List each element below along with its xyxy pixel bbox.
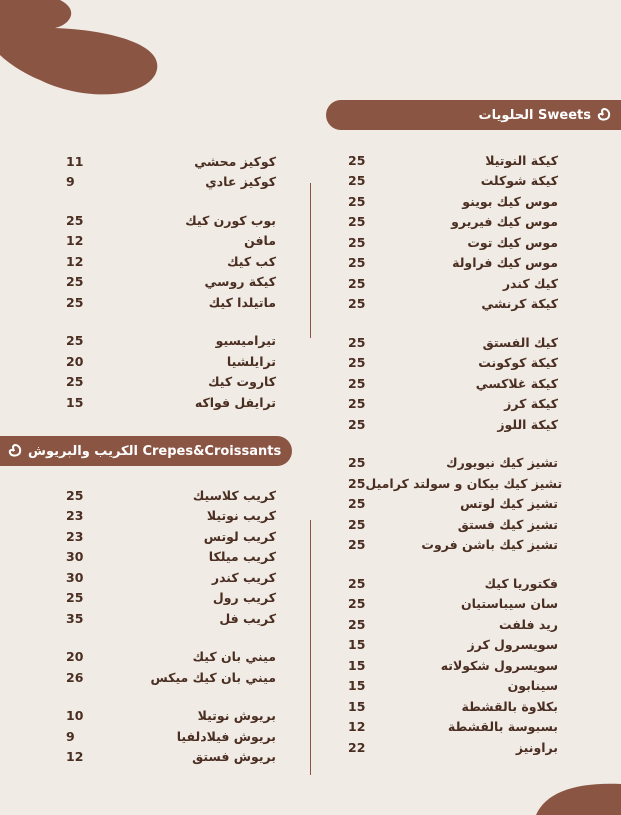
menu-item-name: كب كيك bbox=[227, 253, 276, 269]
menu-item bbox=[66, 292, 276, 312]
menu-item-price: 25 bbox=[348, 455, 366, 470]
menu-item bbox=[348, 655, 558, 675]
menu-item bbox=[66, 392, 276, 412]
menu-item-price: 15 bbox=[348, 678, 366, 693]
menu-item-name: كيكة اللوز bbox=[497, 416, 558, 432]
menu-item-name: كريب كندر bbox=[211, 569, 276, 585]
menu-item-name: كوكيز عادي bbox=[205, 174, 276, 189]
menu-item-price: 10 bbox=[66, 708, 84, 723]
menu-item-name: تيراميسيو bbox=[215, 333, 276, 348]
menu-item-name: كيكة كرنشي bbox=[481, 296, 558, 311]
menu-item-price: 25 bbox=[348, 396, 366, 411]
menu-item-price: 23 bbox=[66, 508, 84, 523]
top-left-logo-shape bbox=[0, 0, 170, 100]
menu-item bbox=[66, 331, 276, 351]
menu-item-name: سويسرول شكولاته bbox=[440, 657, 558, 673]
menu-item bbox=[348, 294, 558, 314]
menu-item-name: كيكة كوكونت bbox=[478, 355, 558, 370]
menu-item-name: موس كيك فيريرو bbox=[451, 214, 558, 229]
menu-item-price: 25 bbox=[348, 537, 366, 552]
menu-item bbox=[348, 150, 558, 170]
menu-item-name: ميني بان كيك bbox=[192, 649, 276, 664]
menu-item bbox=[66, 608, 276, 628]
menu-item bbox=[66, 588, 276, 608]
crepes-section-title: الكريب والبريوش Crepes&Croissants bbox=[28, 443, 282, 459]
menu-item-price: 26 bbox=[66, 669, 84, 685]
menu-item-name: تشيز كيك لوتس bbox=[460, 496, 558, 511]
menu-item-name: كيك الفستق bbox=[482, 334, 558, 350]
menu-item-price: 25 bbox=[348, 173, 366, 188]
menu-item bbox=[66, 506, 276, 526]
menu-item bbox=[66, 231, 276, 251]
sweets-section-header bbox=[326, 100, 621, 130]
menu-item-price: 12 bbox=[66, 233, 84, 248]
menu-item-price: 30 bbox=[66, 569, 84, 585]
menu-item bbox=[348, 676, 558, 696]
menu-item-price: 25 bbox=[348, 575, 366, 591]
menu-item-price: 25 bbox=[348, 475, 366, 491]
menu-item-price: 12 bbox=[66, 749, 84, 764]
menu-item-name: سان سيباستيان bbox=[460, 596, 558, 611]
menu-item-name: كيكة غلاكسي bbox=[475, 375, 558, 391]
menu-item bbox=[66, 210, 276, 230]
menu-item bbox=[348, 191, 558, 211]
menu-item-price: 25 bbox=[348, 616, 366, 632]
menu-item-name: ترايفل فواكه bbox=[194, 394, 276, 410]
menu-item-price: 12 bbox=[66, 253, 84, 269]
menu-item-price: 15 bbox=[348, 698, 366, 714]
column-divider bbox=[310, 520, 311, 775]
bottom-right-shape bbox=[536, 782, 621, 815]
menu-item bbox=[66, 372, 276, 392]
menu-item-price: 25 bbox=[348, 516, 366, 532]
menu-item-name: سويسرول كرز bbox=[467, 637, 558, 652]
menu-item-price: 30 bbox=[66, 549, 84, 564]
menu-item bbox=[348, 332, 558, 352]
menu-item-name: بريوش فيلادلفيا bbox=[176, 728, 276, 744]
menu-item-name: فكتوريا كيك bbox=[484, 575, 558, 591]
menu-item bbox=[348, 171, 558, 191]
menu-item-name: بريوش نوتيلا bbox=[197, 708, 276, 723]
menu-item-price: 25 bbox=[66, 274, 84, 289]
menu-item-name: كريب رول bbox=[212, 590, 276, 605]
menu-item-name: ترايلشيا bbox=[226, 353, 276, 369]
menu-item-name: تشيز كيك فستق bbox=[457, 516, 558, 532]
menu-item-price: 9 bbox=[66, 174, 75, 189]
menu-item bbox=[348, 514, 558, 534]
menu-item-price: 25 bbox=[66, 374, 84, 389]
menu-item bbox=[66, 485, 276, 505]
menu-item bbox=[348, 635, 558, 655]
menu-item-name: موس كيك فراولة bbox=[452, 255, 558, 270]
menu-item-price: 25 bbox=[66, 294, 84, 310]
menu-item-name: كريب كلاسيك bbox=[192, 487, 276, 503]
logo-icon bbox=[597, 108, 611, 122]
menu-item-price: 25 bbox=[348, 296, 366, 311]
menu-item-name: ميني بان كيك ميكس bbox=[150, 669, 276, 685]
menu-item-price: 25 bbox=[66, 333, 84, 348]
menu-item-price: 12 bbox=[348, 719, 366, 734]
menu-item-name: تشيز كيك بيكان و سولتد كراميل bbox=[365, 475, 563, 491]
menu-item bbox=[66, 747, 276, 767]
menu-item-name: بسبوسة بالقشطة bbox=[447, 719, 558, 734]
menu-item-name: كيكة كرز bbox=[504, 396, 558, 411]
menu-item-name: ريد فلفت bbox=[499, 616, 558, 632]
menu-item-name: مافن bbox=[244, 233, 276, 248]
menu-item bbox=[348, 394, 558, 414]
menu-item-price: 15 bbox=[348, 637, 366, 652]
menu-item bbox=[348, 696, 558, 716]
menu-item bbox=[66, 706, 276, 726]
menu-item bbox=[348, 273, 558, 293]
menu-item-name: موس كيك توت bbox=[467, 234, 558, 250]
menu-item-price: 25 bbox=[348, 214, 366, 229]
menu-item-price: 20 bbox=[66, 649, 84, 664]
menu-item bbox=[348, 535, 558, 555]
menu-item bbox=[66, 726, 276, 746]
menu-item bbox=[66, 172, 276, 192]
menu-item bbox=[348, 717, 558, 737]
menu-item-name: موس كيك بوينو bbox=[462, 193, 558, 209]
menu-item bbox=[66, 667, 276, 687]
menu-item bbox=[348, 594, 558, 614]
menu-item-price: 11 bbox=[66, 153, 84, 169]
menu-item-price: 25 bbox=[348, 193, 366, 209]
menu-item-price: 25 bbox=[348, 234, 366, 250]
logo-icon bbox=[8, 444, 22, 458]
crepes-section-header bbox=[0, 436, 292, 466]
menu-item-price: 22 bbox=[348, 739, 366, 755]
menu-item bbox=[66, 547, 276, 567]
menu-item-name: بوب كورن كيك bbox=[185, 212, 276, 228]
menu-item-name: كريب فل bbox=[219, 610, 276, 626]
menu-item bbox=[348, 253, 558, 273]
menu-item-name: كيكة شوكلت bbox=[480, 173, 558, 188]
menu-item-name: ماتيلدا كيك bbox=[208, 294, 276, 310]
menu-item-name: تشيز كيك باشن فروت bbox=[421, 537, 558, 552]
menu-item-name: كاروت كيك bbox=[208, 374, 276, 389]
sweets-section-title: الحلويات Sweets bbox=[478, 107, 591, 123]
menu-item-name: كيكة روسي bbox=[204, 274, 276, 289]
menu-item-name: كيك كندر bbox=[502, 275, 558, 291]
menu-item-name: كريب لوتس bbox=[203, 528, 276, 544]
menu-item bbox=[66, 526, 276, 546]
menu-item-price: 25 bbox=[348, 496, 366, 511]
menu-item bbox=[348, 614, 558, 634]
menu-item bbox=[66, 567, 276, 587]
menu-item bbox=[66, 251, 276, 271]
menu-item bbox=[348, 232, 558, 252]
menu-item-name: كريب ميلكا bbox=[208, 549, 276, 564]
menu-item-price: 23 bbox=[66, 528, 84, 544]
menu-item bbox=[348, 494, 558, 514]
menu-item bbox=[348, 373, 558, 393]
menu-item-price: 25 bbox=[66, 487, 84, 503]
menu-item bbox=[66, 647, 276, 667]
menu-item-price: 20 bbox=[66, 353, 84, 369]
menu-item-price: 35 bbox=[66, 610, 84, 626]
menu-item-price: 25 bbox=[348, 152, 366, 168]
menu-item-price: 25 bbox=[66, 212, 84, 228]
menu-item-name: كريب نوتيلا bbox=[206, 508, 276, 523]
menu-item-name: كيكة النوتيلا bbox=[485, 152, 558, 168]
menu-item bbox=[66, 272, 276, 292]
menu-item bbox=[66, 351, 276, 371]
menu-item bbox=[348, 212, 558, 232]
column-divider bbox=[310, 183, 311, 338]
menu-item-name: كوكيز محشي bbox=[194, 153, 276, 169]
menu-item-name: براونيز bbox=[515, 739, 558, 755]
menu-item-price: 25 bbox=[348, 375, 366, 391]
menu-item-price: 25 bbox=[348, 416, 366, 432]
menu-item bbox=[348, 353, 558, 373]
menu-item-name: بكلاوة بالقشطة bbox=[461, 698, 558, 714]
menu-item bbox=[348, 573, 558, 593]
menu-item-name: بريوش فستق bbox=[192, 749, 276, 764]
menu-item-price: 25 bbox=[348, 275, 366, 291]
menu-item-name: تشيز كيك نيويورك bbox=[446, 455, 558, 470]
menu-item-price: 25 bbox=[348, 355, 366, 370]
menu-item bbox=[348, 414, 558, 434]
menu-item-price: 25 bbox=[348, 596, 366, 611]
menu-item-price: 25 bbox=[348, 255, 366, 270]
menu-item-price: 25 bbox=[348, 334, 366, 350]
menu-item bbox=[348, 737, 558, 757]
menu-item bbox=[348, 453, 558, 473]
menu-item-name: سينابون bbox=[507, 678, 558, 693]
menu-item-price: 25 bbox=[66, 590, 84, 605]
menu-item bbox=[348, 473, 563, 493]
menu-item-price: 15 bbox=[66, 394, 84, 410]
menu-item bbox=[66, 151, 276, 171]
menu-item-price: 9 bbox=[66, 728, 75, 744]
menu-item-price: 15 bbox=[348, 657, 366, 673]
